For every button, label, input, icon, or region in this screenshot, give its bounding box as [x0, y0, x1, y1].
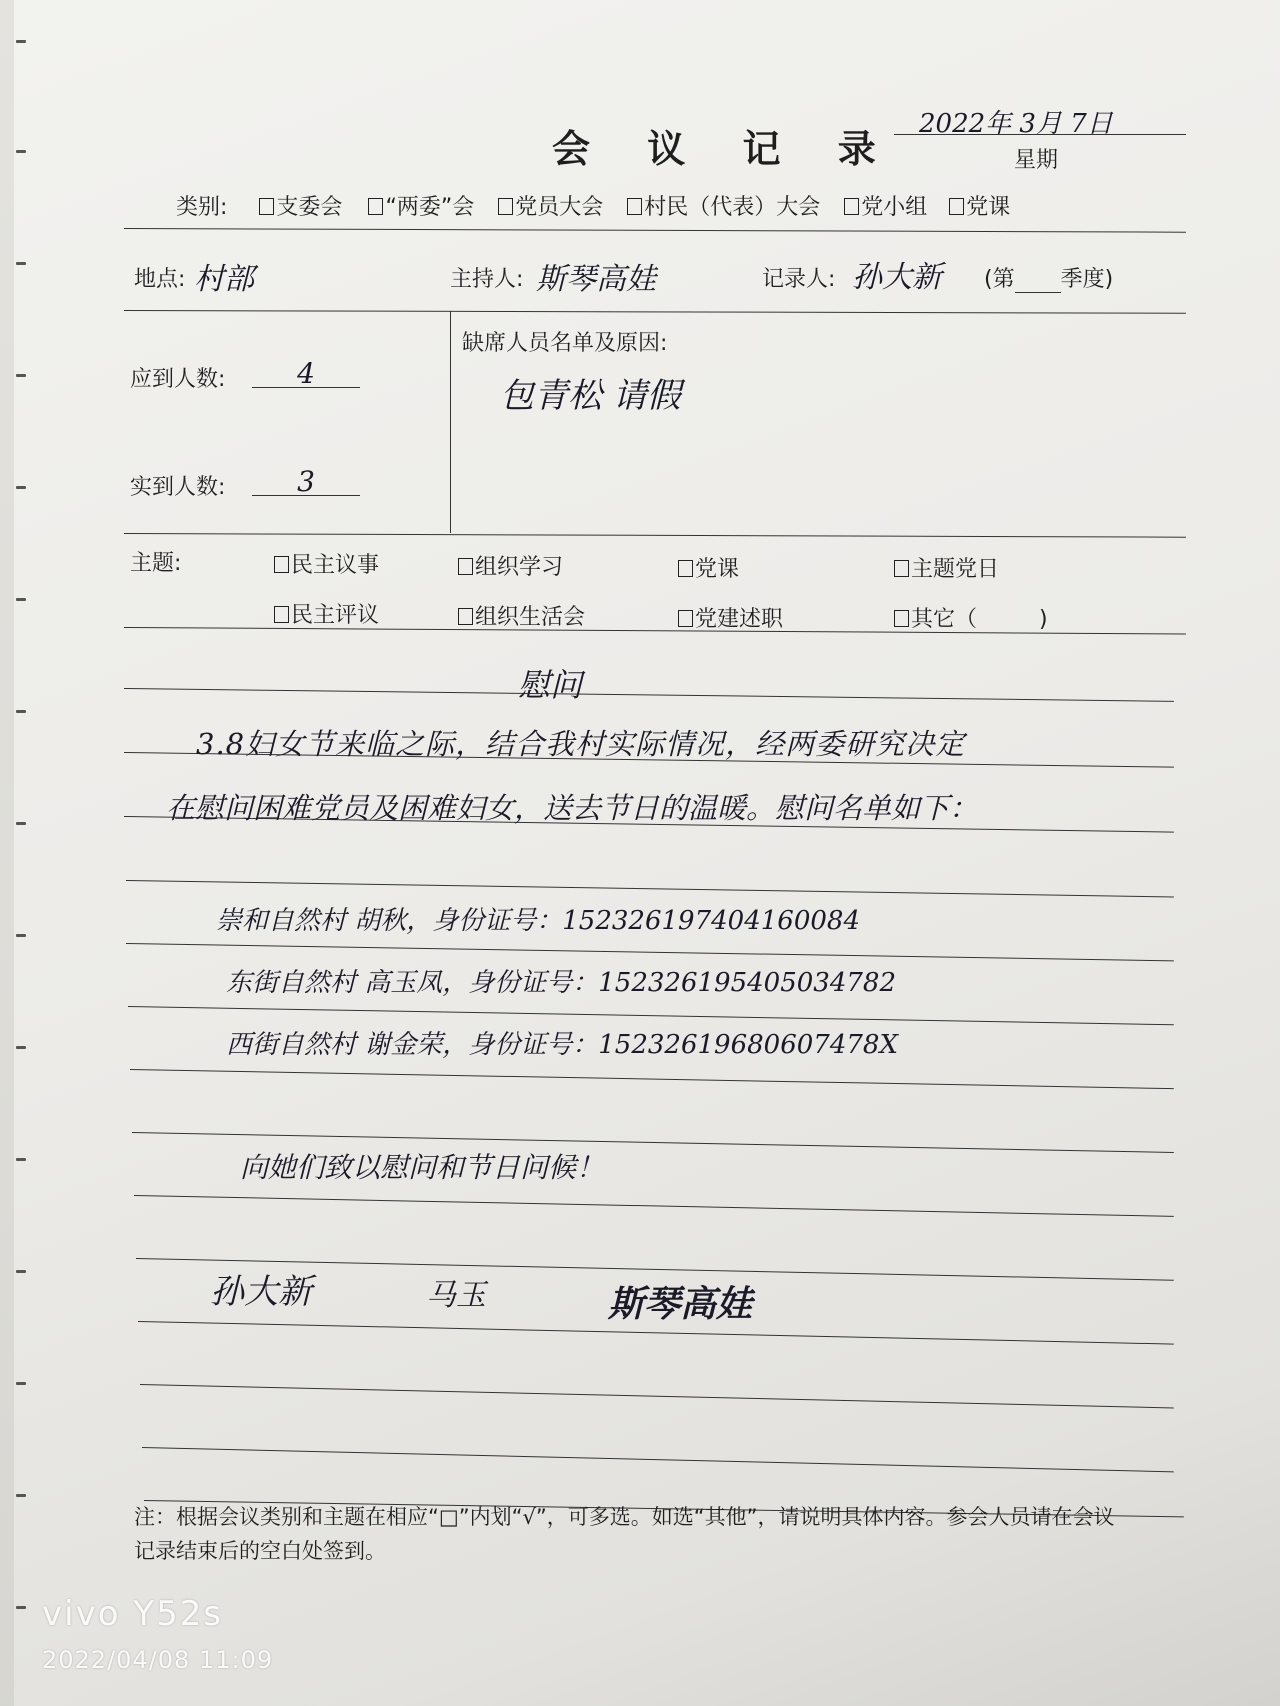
quarter-field: (第 季度) — [984, 267, 1114, 292]
form-footnote: 注：根据会议类别和主题在相应“□”内划“√”，可多选。如选“其他”，请说明具体内容。参会人员请在会议记录结束后的空白处签到。 — [134, 1505, 1115, 1563]
category-row — [176, 190, 1010, 221]
topic-other[interactable]: 其它（ ) — [894, 602, 1048, 633]
location-label: 地点: — [134, 267, 186, 292]
actual-attendance-field[interactable] — [252, 465, 360, 496]
camera-model-watermark: vivo Y52s — [42, 1594, 224, 1634]
topic-label: 主题: — [130, 551, 182, 576]
actual-attendance-value: 3 — [297, 465, 315, 498]
expected-attendance-value: 4 — [297, 357, 315, 390]
host-label: 主持人: — [450, 267, 524, 292]
minutes-line: 向她们致以慰问和节日问候！ — [240, 1151, 605, 1184]
form-title: 会 议 记 录 — [552, 127, 898, 171]
topic-party-class[interactable]: 党课 — [678, 552, 739, 583]
category-checkbox-villagers[interactable]: 村民（代表）大会 — [627, 195, 820, 220]
topic-organization-study[interactable]: 组织学习 — [458, 550, 563, 581]
category-checkbox-two-committees[interactable]: “两委”会 — [368, 195, 474, 220]
absent-label: 缺席人员名单及原因: — [462, 331, 668, 356]
category-checkbox-party-class[interactable]: 党课 — [949, 195, 1010, 220]
minutes-line: 东街自然村 高玉凤，身份证号：152326195405034782 — [226, 968, 897, 998]
actual-attendance-label: 实到人数: — [130, 475, 226, 500]
category-label: 类别: — [176, 195, 228, 220]
topic-democratic-evaluation[interactable]: 民主评议 — [274, 598, 379, 629]
signature: 孙大新 — [210, 1272, 312, 1312]
minutes-heading: 慰问 — [518, 666, 583, 704]
topic-theme-party-day[interactable]: 主题党日 — [894, 552, 999, 583]
location-value: 村部 — [194, 262, 254, 297]
category-checkbox-branch[interactable]: 支委会 — [259, 195, 342, 220]
expected-attendance-label: 应到人数: — [130, 367, 226, 392]
recorder-value: 孙大新 — [852, 260, 942, 295]
minutes-line: 3.8妇女节来临之际，结合我村实际情况，经两委研究决定 — [196, 727, 966, 761]
meeting-date: 2022年 3月 7日 — [919, 109, 1113, 139]
topic-organization-life[interactable]: 组织生活会 — [458, 600, 585, 631]
weekday-label: 星期 — [1014, 148, 1059, 173]
host-value: 斯琴高娃 — [536, 262, 656, 297]
minutes-line: 西街自然村 谢金荣，身份证号：15232619680607478X — [226, 1030, 898, 1060]
absent-value: 包青松 请假 — [500, 376, 681, 416]
recorder-label: 记录人: — [762, 267, 836, 292]
signature: 马玉 — [426, 1278, 486, 1313]
signature: 斯琴高娃 — [608, 1283, 753, 1325]
category-checkbox-party-members[interactable]: 党员大会 — [498, 195, 603, 220]
category-checkbox-party-group[interactable]: 党小组 — [844, 195, 927, 220]
expected-attendance-field[interactable] — [252, 357, 360, 388]
photo-timestamp-watermark: 2022/04/08 11:09 — [42, 1646, 274, 1674]
minutes-line: 在慰问困难党员及困难妇女，送去节日的温暖。慰问名单如下： — [166, 791, 979, 825]
meeting-record-sheet — [14, 0, 1280, 1706]
topic-party-building-report[interactable]: 党建述职 — [678, 602, 783, 633]
quarter-blank[interactable] — [1015, 267, 1061, 293]
topic-democratic-deliberation[interactable]: 民主议事 — [274, 548, 379, 579]
minutes-line: 崇和自然村 胡秋，身份证号：152326197404160084 — [216, 906, 861, 936]
